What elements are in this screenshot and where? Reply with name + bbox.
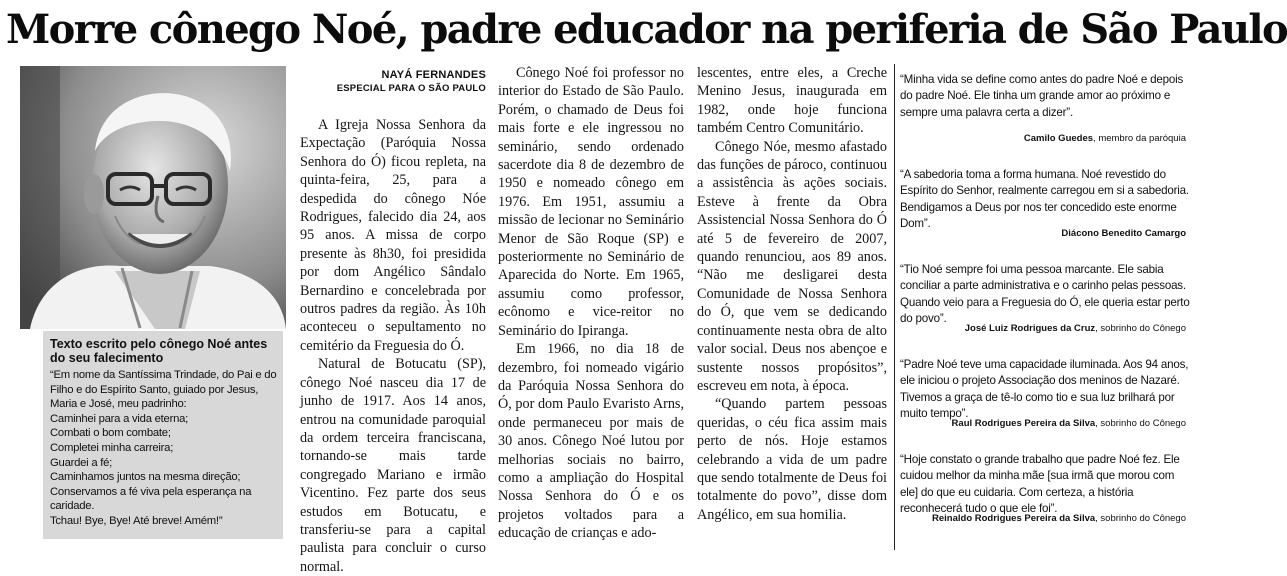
- testimonial-author: Camilo Guedes: [1023, 133, 1094, 144]
- testimonial-text: “Hoje constato o grande trabalho que padre Noé fez. Ele cuidou melhor da minha mãe [sua irmã que morou com ele] do que eu cuidaria. Com certeza, a história reconhecerá tudo o que ele foi”.: [900, 453, 1180, 515]
- testimonial-author: Diácono Benedito Camargo: [1061, 228, 1186, 239]
- article-paragraph: Em 1966, no dia 18 de dezembro, foi nomeado vigário da Paróquia Nossa Senhora do Ó, por dom Paulo Evaristo Arns, onde permaneceu por mais de 30 anos. Cônego Noé lutou por melhorias sociais no bairro, como a ampliação do Hospital Nossa Senhora do Ó e os projetos voltados para a educação de crianças e ado-: [498, 341, 684, 542]
- testimonial: [900, 262, 1190, 357]
- testimonial-attribution: [932, 513, 1186, 525]
- byline: [300, 68, 486, 96]
- testimonial-attribution: [952, 418, 1186, 430]
- testimonial-attribution: [1024, 133, 1186, 145]
- testimonial-author: José Luiz Rodrigues da Cruz: [964, 323, 1096, 334]
- article-paragraph: “Quando partem pessoas queridas, o céu fica assim mais perto de nós. Hoje estamos celebrando a vida de um padre que sendo totalmente de Deus foi totalmente do povo”, disse dom Angélico, em sua homilia.: [697, 396, 887, 523]
- sidebar-prayer-text: “Em nome da Santíssima Trindade, do Pai e do Filho e do Espírito Santo, guiado por Jesus, Maria e José, meu padrinho: Caminhei para a vida eterna; Combati o bom combate; Completei minha carreira; Guardei a fé; Caminhamos juntos na mesma direção; Conservamos a fé viva pela esperança na caridade. Tchau! Bye, Bye! Até breve! Amém!”: [50, 369, 277, 527]
- testimonial-attribution: [965, 323, 1186, 335]
- sidebar-title: Texto escrito pelo cônego Noé antes do seu falecimento: [50, 337, 268, 365]
- testimonial: [900, 167, 1190, 262]
- sidebar-box: [43, 331, 283, 539]
- article-paragraph: A Igreja Nossa Senhora da Expectação (Paróquia Nossa Senhora do Ó) ficou repleta, na quinta-feira, 25, para a despedida do cônego Nóe Rodrigues, falecido dia 24, aos 95 anos. A missa de corpo presente às 8h30, foi presidida por dom Angélico Sândalo Bernardino e concelebrada por outros padres da região. Às 10h aconteceu o sepultamento no cemitério da Freguesia do Ó.: [300, 117, 486, 354]
- headline: Morre cônego Noé, padre educador na periferia de São Paulo: [6, 6, 1287, 53]
- byline-author: NAYÁ FERNANDES: [381, 69, 486, 81]
- testimonials: [900, 72, 1190, 547]
- testimonial-text: “Tio Noé sempre foi uma pessoa marcante. Ele sabia conciliar a parte administrativa e o carinho pelas pessoas. Quando veio para a Freguesia do Ó, ele queria estar perto do povo”.: [900, 263, 1190, 325]
- testimonial-attribution: [1061, 228, 1186, 240]
- testimonial-text: “Minha vida se define como antes do padre Noé e depois do padre Noé. Ele tinha um grande amor ao próximo e sempre uma palavra certa a dizer”.: [900, 73, 1184, 119]
- article-column-1: [300, 116, 486, 575]
- article-paragraph: Cônego Noé foi professor no interior do Estado de São Paulo. Porém, o chamado de Deus foi mais forte e ele ingressou no seminário, sendo ordenado sacerdote dia 8 de dezembro de 1950 e nomeado cônego em 1976. Em 1951, assumiu a missão de lecionar no Seminário Menor de São Roque (SP) e posteriormente no Seminário de Aparecida do Norte. Em 1965, assumiu como professor, ecônomo e vice-reitor no Seminário do Ipiranga.: [498, 65, 684, 339]
- column-divider: [894, 64, 895, 550]
- testimonial: [900, 357, 1190, 452]
- testimonial-role: , membro da paróquia: [1093, 133, 1186, 144]
- byline-role: ESPECIAL PARA O SÃO PAULO: [336, 83, 486, 94]
- article-column-3: [697, 64, 887, 552]
- article-paragraph: Cônego Nóe, mesmo afastado das funções de pároco, continuou a assistência às ações sociais. Esteve à frente da Obra Assistencial Nossa Senhora do Ó até 5 de fevereiro de 2007, quando renunciou, aos 89 anos. “Não me desligarei desta Comunidade de Nossa Senhora do Ó, que vem se dedicando continuamente nesta obra de alto valor social. Deus nos abençoe e sustente nossos propósitos”, escreveu em nota, à época.: [697, 138, 887, 394]
- portrait-illustration: [20, 66, 286, 329]
- testimonial-author: Raul Rodrigues Pereira da Silva: [951, 418, 1096, 429]
- testimonial: [900, 452, 1190, 547]
- testimonial-author: Reinaldo Rodrigues Pereira da Silva: [932, 513, 1096, 524]
- testimonial-role: , sobrinho do Cônego: [1095, 418, 1186, 429]
- article-column-2: [498, 64, 684, 552]
- testimonial-text: “A sabedoria toma a forma humana. Noé revestido do Espírito do Senhor, realmente carregou em si a sabedoria. Bendigamos a Deus por nos ter concedido este enorme Dom”.: [900, 168, 1189, 230]
- testimonial-role: , sobrinho do Cônego: [1095, 323, 1186, 334]
- testimonial-text: “Padre Noé teve uma capacidade iluminada. Aos 94 anos, ele iniciou o projeto Associação dos meninos de Nazaré. Tivemos a graça de tê-lo como tio e sua luz brilhará por muito tempo”.: [900, 358, 1189, 420]
- article-paragraph: lescentes, entre eles, a Creche Menino Jesus, inaugurada em 1982, onde hoje funciona também Centro Comunitário.: [697, 65, 887, 137]
- testimonial-role: , sobrinho do Cônego: [1095, 513, 1186, 524]
- article-paragraph: Natural de Botucatu (SP), cônego Noé nasceu dia 17 de junho de 1917. Aos 14 anos, entrou na comunidade paroquial da ordem terceira franciscana, tornando-se mais tarde congregado Mariano e irmão Vicentino. Fez parte dos seus estudos em Botucatu, e transferiu-se para a capital paulista para concluir o curso normal.: [300, 356, 486, 575]
- testimonial: [900, 72, 1190, 167]
- portrait-photo: [20, 66, 286, 329]
